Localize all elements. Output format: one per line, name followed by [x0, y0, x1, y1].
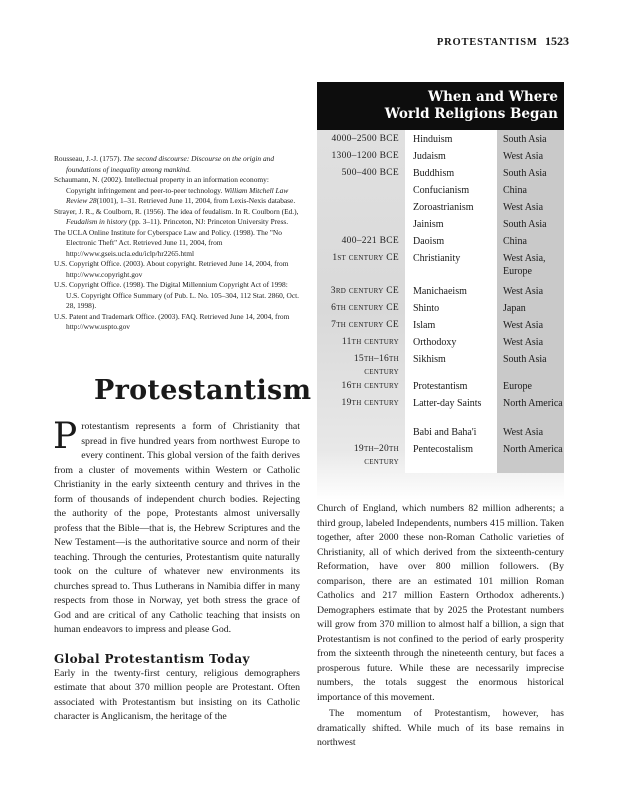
intro-paragraph [53, 416, 300, 638]
row-region: West Asia [497, 333, 564, 350]
reference-source-title: William Mitchell Law Review 28 [66, 185, 289, 205]
sidebar-title-line2: World Religions Began [384, 106, 558, 122]
sidebar-row [317, 130, 564, 147]
reference-text-tail: (1001), 1–31. Retrieved June 11, 2004, from Lexis-Nexis database. [96, 196, 296, 205]
row-religion: Confucianism [405, 181, 497, 198]
row-region: Japan [497, 299, 564, 316]
row-region: South Asia [497, 215, 564, 232]
momentum-paragraph: The momentum of Protestantism, however, has dramatically shifted. While much of its base remains in northwest [317, 708, 564, 748]
row-date [317, 198, 405, 215]
row-date: 15th–16th century [353, 354, 399, 377]
sidebar-row [317, 394, 564, 423]
row-religion: Latter-day Saints [405, 394, 497, 423]
row-region: West Asia [497, 282, 564, 299]
reference-source-title: The second discourse: Discourse on the origin and foundations of inequality among mankind. [66, 154, 275, 174]
reference-source-title: Feudalism in history [66, 217, 128, 226]
sidebar-table [317, 130, 564, 473]
religions-sidebar [317, 82, 564, 500]
section-paragraph: Early in the twenty-first century, religious demographers estimate that about 370 million people are Protestant. Often associated with Protestantism but insisting on its Catholic character is Anglicanism, the heritage of the [54, 667, 300, 722]
row-religion: Daoism [405, 232, 497, 249]
sidebar-row [317, 249, 564, 282]
reference-text: U.S. Patent and Trademark Office. (2003). FAQ. Retrieved June 14, 2004, from http://www.uspto.gov [54, 311, 290, 331]
reference-entry [54, 280, 300, 312]
continued-paragraph: Church of England, which numbers 82 million adherents; a third group, labeled Independents, numbers 415 million. Taken together, after 2000 these non-Roman Catholic varieties of Christianity, all of which derived from the sixteenth-century Reformation, have over 800 million followers. (By comparison, there are an estimated 101 million Roman Catholics and 217 million Eastern Orthodox adherents.) Demographers estimate that by 2025 the Protestant numbers will grow from 370 million to almost half a billion, a sign that Protestantism is not confined to the period of early prosperity from the sixteenth through the nineteenth century, but faces a prosperous future. While these are necessarily imprecise numbers, the totals suggest the enormous historical importance of this movement. [317, 503, 564, 703]
row-region: China [497, 181, 564, 198]
page-number: 1523 [545, 34, 569, 48]
sidebar-title-line1: When and Where [427, 89, 558, 105]
sidebar-row [317, 147, 564, 164]
row-region: West Asia [497, 423, 564, 440]
row-religion: Zoroastrianism [405, 198, 497, 215]
row-date: 11th century [341, 337, 399, 347]
sidebar-title [317, 82, 564, 130]
row-religion: Orthodoxy [405, 333, 497, 350]
row-date: 3rd century CE [330, 286, 399, 296]
row-religion: Christianity [405, 249, 497, 282]
row-religion: Protestantism [405, 377, 497, 394]
row-region: Europe [497, 377, 564, 394]
running-header [437, 34, 569, 49]
row-religion: Buddhism [405, 164, 497, 181]
sidebar-row [317, 232, 564, 249]
row-date: 500–400 BCE [341, 168, 399, 178]
reference-entry [54, 312, 300, 333]
row-date: 19th century [341, 398, 399, 408]
sidebar-row [317, 181, 564, 198]
row-region: China [497, 232, 564, 249]
drop-cap: P [53, 416, 78, 457]
reference-text: The UCLA Online Institute for Cyberspace Law and Policy. (1998). The "No Electronic Theft" Act. Retrieved June 11, 2004, from http://www.gseis.ucla.edu/iclp/hr2265.html [54, 227, 282, 258]
sidebar-row [317, 282, 564, 299]
running-title: PROTESTANTISM [436, 37, 538, 48]
row-date: 400–221 BCE [341, 236, 399, 246]
sidebar-row [317, 440, 564, 473]
intro-text: rotestantism represents a form of Christianity that spread in five hundred years from northwest Europe to every continent. This global version of the faith derives from a cluster of movements within Western or Catholic Christianity in the early sixteenth century and thrives in the form of thousands of independent church bodies. Rejecting the authority of the pope, Protestants almost universally profess that the Bible—that is, the Hebrew Scriptures and the New Testament—is the authoritative source and norm of their teaching. Through the centuries, Protestantism quite naturally took on the culture of whatever new environments its churches spread to. Thus Lutherans in Namibia differ in many respects from those in Norway, yet both stress the grace of God and are critical of any Catholic teaching that insists on human endeavors to impress and please God. [54, 421, 300, 635]
sidebar-row [317, 423, 564, 440]
sidebar-row [317, 164, 564, 181]
row-date [317, 215, 405, 232]
row-religion: Jainism [405, 215, 497, 232]
row-religion: Sikhism [405, 350, 497, 377]
row-religion: Manichaeism [405, 282, 497, 299]
row-region: South Asia [497, 350, 564, 377]
reference-entry [54, 228, 300, 260]
reference-text: U.S. Copyright Office. (2003). About copyright. Retrieved June 14, 2004, from http://www.copyright.gov [54, 259, 289, 279]
reference-text: Schaumann, N. (2002). Intellectual property in an information economy: Copyright infringement and peer-to-peer technology. [54, 175, 269, 195]
sidebar-row [317, 198, 564, 215]
row-religion: Shinto [405, 299, 497, 316]
row-region: West Asia [497, 316, 564, 333]
reference-list [54, 154, 300, 333]
row-date: 1st century CE [332, 253, 399, 263]
article-right-column [317, 502, 564, 751]
row-date: 6th century CE [331, 303, 399, 313]
row-region: North America [497, 440, 564, 473]
row-date: 4000–2500 BCE [331, 134, 399, 144]
sidebar-row [317, 299, 564, 316]
article-left-column [53, 416, 300, 725]
reference-text: Strayer, J. R., & Coulborn, R. (1956). The idea of feudalism. In R. Coulborn (Ed.), [54, 206, 299, 216]
section-heading: Global Protestantism Today [54, 651, 250, 666]
row-region: West Asia [497, 198, 564, 215]
reference-entry [54, 175, 300, 207]
article-title: Protestantism [94, 375, 312, 406]
row-religion: Judaism [405, 147, 497, 164]
reference-entry [54, 259, 300, 280]
row-date: 16th century [341, 381, 399, 391]
reference-text: U.S. Copyright Office. (1998). The Digital Millennium Copyright Act of 1998: U.S. Copyright Office Summary (of Pub. L. No. 105–304, 112 Stat. 2860, Oct. 28, 1998). [54, 280, 299, 310]
row-religion: Babi and Baha'i [405, 423, 497, 440]
reference-entry [54, 154, 300, 175]
row-region: South Asia [497, 164, 564, 181]
reference-text-tail: (pp. 3–11). Princeton, NJ: Princeton University Press. [127, 217, 289, 226]
sidebar-row [317, 333, 564, 350]
row-region: North America [497, 394, 564, 423]
sidebar-row [317, 377, 564, 394]
row-region: West Asia [497, 147, 564, 164]
row-religion: Islam [405, 316, 497, 333]
row-religion: Pentecostalism [405, 440, 497, 473]
sidebar-row [317, 316, 564, 333]
reference-entry [54, 207, 300, 228]
row-region: South Asia [497, 130, 564, 147]
row-region: West Asia, Europe [497, 249, 564, 282]
sidebar-row [317, 215, 564, 232]
row-date: 7th century CE [331, 320, 399, 330]
row-date: 1300–1200 BCE [331, 151, 399, 161]
row-date [317, 181, 405, 198]
reference-text: Rousseau, J.-J. (1757). [54, 154, 124, 163]
sidebar-row [317, 350, 564, 377]
row-religion: Hinduism [405, 130, 497, 147]
row-date [317, 423, 405, 440]
row-date: 19th–20th century [353, 444, 399, 467]
